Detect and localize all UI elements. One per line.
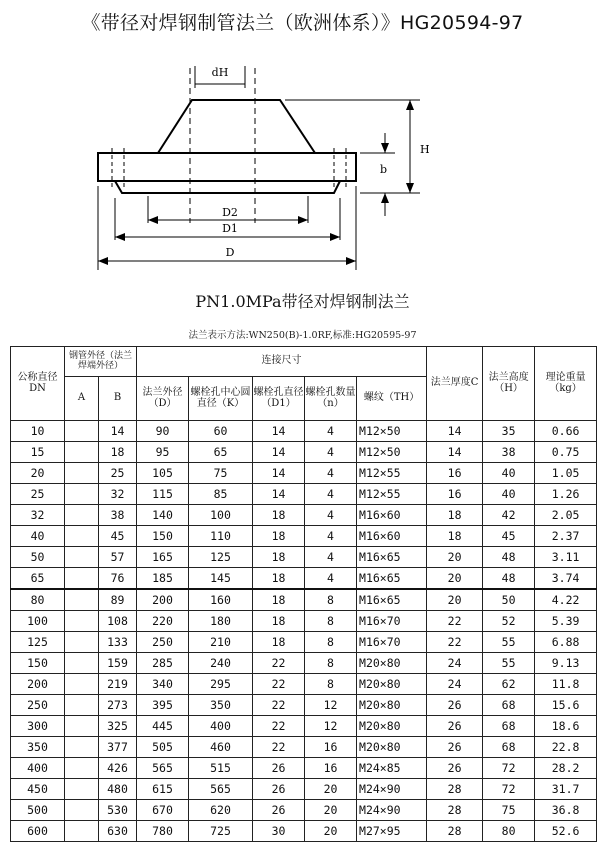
header-thread: 螺纹（TH）	[357, 377, 427, 421]
table-row: 40 45 150 110 18 4 M16×60 18 45 2.37	[11, 526, 597, 547]
table-row: 125 133 250 210 18 8 M16×70 22 55 6.88	[11, 632, 597, 653]
header-height: 法兰高度（H）	[483, 347, 535, 421]
table-row: 400 426 565 515 26 16 M24×85 26 72 28.2	[11, 758, 597, 779]
table-row: 20 25 105 75 14 4 M12×55 16 40 1.05	[11, 463, 597, 484]
table-row: 150 159 285 240 22 8 M20×80 24 55 9.13	[11, 653, 597, 674]
table-row: 250 273 395 350 22 12 M20×80 26 68 15.6	[11, 695, 597, 716]
table-row: 50 57 165 125 18 4 M16×65 20 48 3.11	[11, 547, 597, 568]
table-row: 15 18 95 65 14 4 M12×50 14 38 0.75	[11, 442, 597, 463]
flange-spec-table	[10, 346, 597, 842]
b-label: b	[380, 163, 388, 176]
table-row: 80 89 200 160 18 8 M16×65 20 50 4.22	[11, 589, 597, 611]
d-label: D	[225, 246, 235, 259]
h-label: H	[420, 143, 430, 156]
d2-label: D2	[222, 206, 238, 219]
table-row: 25 32 115 85 14 4 M12×55 16 40 1.26	[11, 484, 597, 505]
table-row: 600 630 780 725 30 20 M27×95 28 80 52.6	[11, 821, 597, 842]
flange-drawing	[40, 48, 440, 278]
header-thickness: 法兰厚度C	[427, 347, 483, 421]
table-row: 100 108 220 180 18 8 M16×70 22 52 5.39	[11, 611, 597, 632]
dh-label: dH	[211, 66, 229, 79]
table-row: 65 76 185 145 18 4 M16×65 20 48 3.74	[11, 568, 597, 590]
header-connection: 连接尺寸	[137, 347, 427, 377]
table-row: 10 14 90 60 14 4 M12×50 14 35 0.66	[11, 421, 597, 442]
table-note: 法兰表示方法:WN250(B)-1.0RF,标准:HG20595-97	[188, 330, 417, 341]
header-b: B	[99, 377, 137, 421]
table-row: 200 219 340 295 22 8 M20×80 24 62 11.8	[11, 674, 597, 695]
page-title: 《带径对焊钢制管法兰（欧洲体系）》HG20594-97	[81, 12, 524, 34]
header-bolt-hole: 螺栓孔直径（D1）	[253, 377, 305, 421]
header-a: A	[65, 377, 99, 421]
header-dn: 公称直径DN	[11, 347, 65, 421]
header-bolt-count: 螺栓孔数量（n）	[305, 377, 357, 421]
header-bolt-circle: 螺栓孔中心圆直径（K）	[189, 377, 253, 421]
header-flange-od: 法兰外径（D）	[137, 377, 189, 421]
table-row: 450 480 615 565 26 20 M24×90 28 72 31.7	[11, 779, 597, 800]
header-weight: 理论重量（kg）	[535, 347, 597, 421]
table-row: 32 38 140 100 18 4 M16×60 18 42 2.05	[11, 505, 597, 526]
table-row: 500 530 670 620 26 20 M24×90 28 75 36.8	[11, 800, 597, 821]
table-row: 300 325 445 400 22 12 M20×80 26 68 18.6	[11, 716, 597, 737]
table-row: 350 377 505 460 22 16 M20×80 26 68 22.8	[11, 737, 597, 758]
header-pipe-od: 钢管外径（法兰焊端外径）	[65, 347, 137, 377]
table-title: PN1.0MPa带径对焊钢制法兰	[195, 292, 410, 311]
d1-label: D1	[222, 222, 238, 235]
